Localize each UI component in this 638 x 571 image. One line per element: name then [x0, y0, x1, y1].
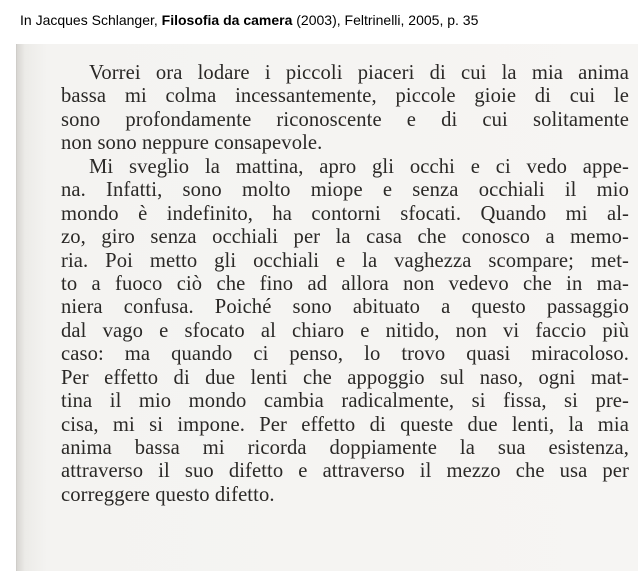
passage-line: ria. Poi metto gli occhiali e la vaghezza scompare; met- — [61, 249, 629, 272]
passage-line: Per effetto di due lenti che appoggio sul naso, ogni mat- — [61, 366, 629, 389]
passage-line: tina il mio mondo cambia radicalmente, si fissa, si pre- — [61, 390, 629, 413]
passage-line: cisa, mi si impone. Per effetto di queste due lenti, la mia — [61, 413, 629, 436]
passage-line: dal vago e sfocato al chiaro e nitido, non vi faccio più — [61, 319, 629, 342]
passage-line: mondo è indefinito, ha contorni sfocati. Quando mi al- — [61, 202, 629, 225]
scanned-page — [16, 44, 638, 571]
citation-prefix: In Jacques Schlanger, — [20, 12, 162, 28]
passage-line: niera confusa. Poiché sono abituato a questo passaggio — [61, 296, 629, 319]
passage-line: na. Infatti, sono molto miope e senza occhiali il mio — [61, 179, 629, 202]
book-title: Filosofia da camera — [161, 12, 293, 28]
passage-line: Vorrei ora lodare i piccoli piaceri di cui la mia anima — [89, 62, 629, 84]
passage-line: non sono neppure consapevole. — [61, 132, 323, 155]
passage-line: anima bassa mi ricorda doppiamente la sua esistenza, — [61, 437, 629, 460]
passage-line: caso: ma quando ci penso, lo trovo quasi miracoloso. — [61, 343, 629, 366]
citation-suffix: (2003), Feltrinelli, 2005, p. 35 — [292, 12, 479, 28]
passage-line: zo, giro senza occhiali per la casa che conosco a memo- — [61, 226, 629, 249]
passage-line: attraverso il suo difetto e attraverso il mezzo che usa per — [61, 460, 629, 483]
passage-line: to a fuoco ciò che fino ad allora non vedevo che in ma- — [61, 272, 629, 295]
passage-line: correggere questo difetto. — [61, 483, 275, 506]
passage-line: Mi sveglio la mattina, apro gli occhi e ci vedo appe- — [89, 155, 629, 178]
passage-line: bassa mi colma incessantemente, piccole gioie di cui le — [61, 85, 629, 108]
passage-line: sono profondamente riconoscente e di cui solitamente — [61, 108, 629, 131]
citation-line — [20, 12, 478, 28]
passage-text — [61, 62, 629, 507]
